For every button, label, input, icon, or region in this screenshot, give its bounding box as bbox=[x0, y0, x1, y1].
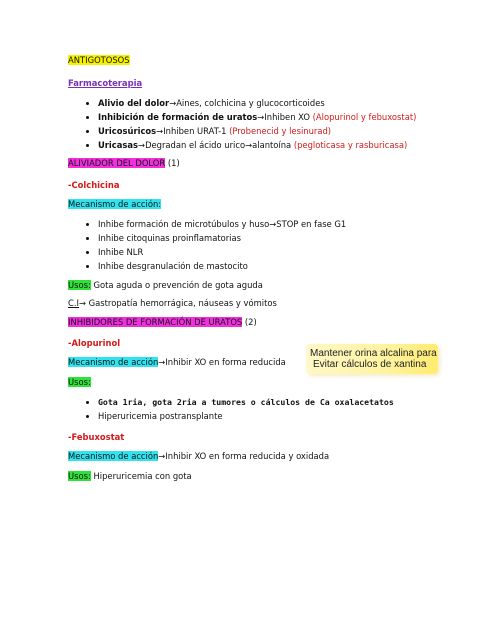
usos-line-2: Usos: bbox=[68, 377, 91, 387]
bullet-dot bbox=[86, 251, 89, 254]
febuxostat-heading: -Febuxostat bbox=[68, 432, 125, 442]
list-item: Inhibición de formación de uratos→Inhiben XO (Alopurinol y febuxostat) bbox=[98, 112, 417, 122]
list-item: Uricosúricos→Inhiben URAT-1 (Probenecid y lesinurad) bbox=[98, 126, 332, 136]
bullet-dot bbox=[86, 223, 89, 226]
section-farmacoterapia bbox=[68, 78, 142, 89]
ci-line: C.I→ Gastropatía hemorrágica, náuseas y vómitos bbox=[68, 298, 277, 308]
usos-line-1: Usos: Gota aguda o prevención de gota aguda bbox=[68, 280, 263, 290]
bullet-dot bbox=[86, 130, 89, 133]
section-inhibidores: INHIBIDORES DE FORMACIÓN DE URATOS (2) bbox=[68, 317, 257, 327]
mecanismo-label-1: Mecanismo de acción: bbox=[68, 199, 162, 209]
mecanismo-line-2: Mecanismo de acción→Inhibir XO en forma reducida bbox=[68, 357, 286, 367]
bullet-dot bbox=[86, 415, 89, 418]
title-text: ANTIGOTOSOS bbox=[68, 55, 130, 65]
page-title bbox=[68, 55, 130, 66]
colchicina-heading: -Colchicina bbox=[68, 180, 120, 190]
list-item: Inhibe citoquinas proinflamatorias bbox=[98, 233, 242, 243]
mecanismo-line-3: Mecanismo de acción→Inhibir XO en forma reducida y oxidada bbox=[68, 451, 330, 461]
list-item: Alivio del dolor→Aines, colchicina y glucocorticoides bbox=[98, 98, 325, 108]
list-item: Inhibe formación de microtúbulos y huso→STOP en fase G1 bbox=[98, 219, 347, 229]
sticky-note[interactable] bbox=[306, 344, 438, 374]
list-item: Gota 1ria, gota 2ria a tumores o cálculos de Ca oxalacetatos bbox=[98, 397, 394, 407]
usos-line-3: Usos: Hiperuricemia con gota bbox=[68, 471, 192, 481]
bullet-dot bbox=[86, 102, 89, 105]
note-line-2: Evitar cálculos de xantina bbox=[313, 359, 427, 370]
alopurinol-heading: -Alopurinol bbox=[68, 338, 121, 348]
farmacoterapia-heading: Farmacoterapia bbox=[68, 78, 143, 88]
bullet-dot bbox=[86, 401, 89, 404]
bullet-dot bbox=[86, 237, 89, 240]
bullet-dot bbox=[86, 116, 89, 119]
list-item: Hiperuricemia postransplante bbox=[98, 411, 223, 421]
note-line-1: Mantener orina alcalina para bbox=[310, 348, 437, 359]
list-item: Inhibe NLR bbox=[98, 247, 144, 257]
bullet-dot bbox=[86, 144, 89, 147]
list-item: Inhibe desgranulación de mastocito bbox=[98, 261, 248, 271]
bullet-dot bbox=[86, 265, 89, 268]
list-item: Uricasas→Degradan el ácido urico→alantoína (pegloticasa y rasburicasa) bbox=[98, 140, 408, 150]
section-aliviador: ALIVIADOR DEL DOLOR (1) bbox=[68, 158, 180, 168]
